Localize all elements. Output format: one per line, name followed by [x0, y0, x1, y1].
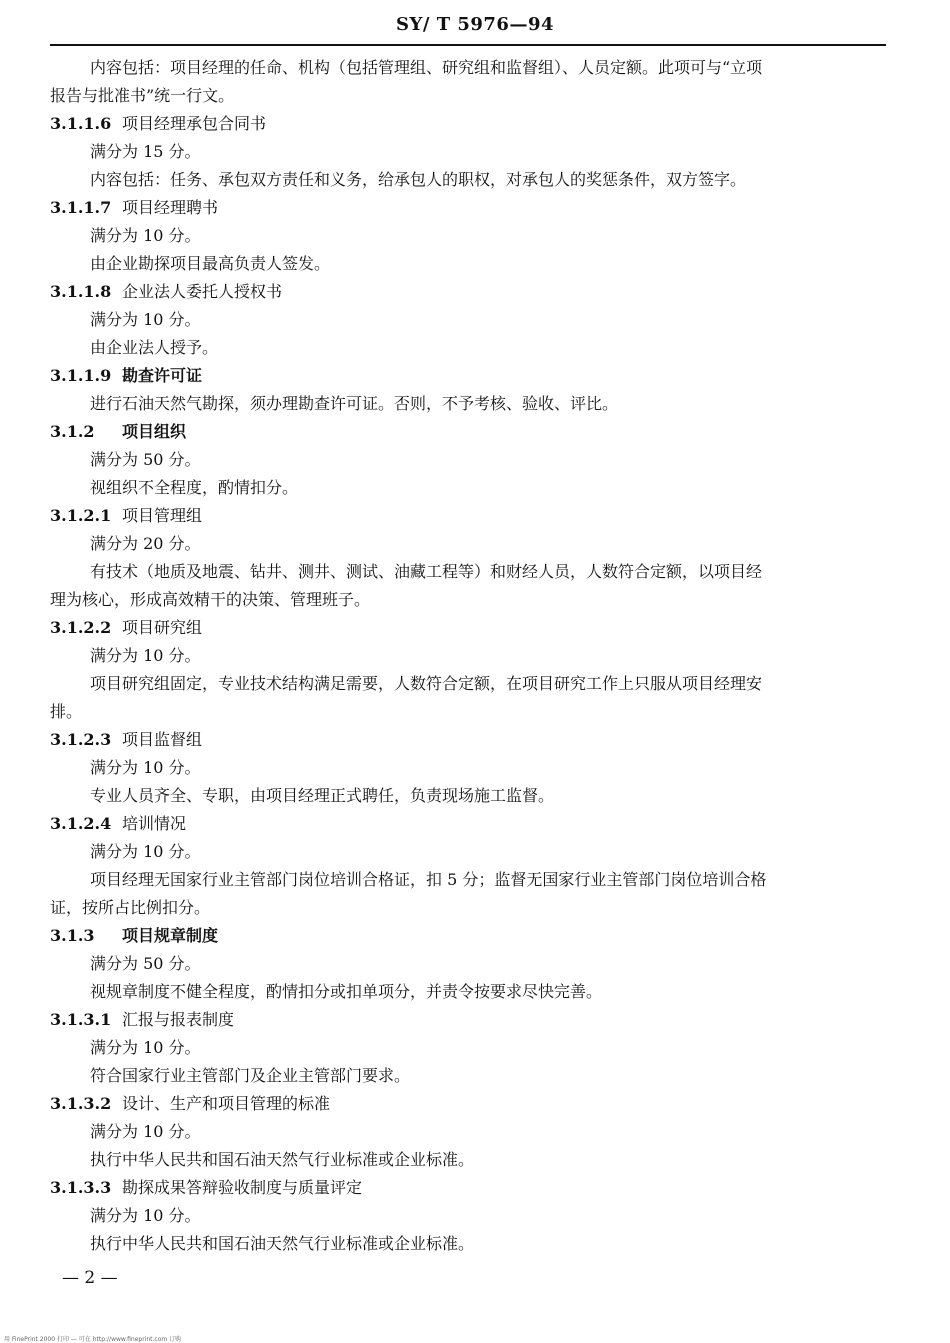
section-title: 项目规章制度	[122, 926, 219, 945]
paragraph-continuation: 证，按所占比例扣分。	[50, 898, 211, 917]
section-title: 项目监督组	[122, 730, 203, 749]
paragraph-line: 满分为 10 分。	[90, 758, 201, 777]
paragraph-line: 满分为 15 分。	[90, 142, 201, 161]
section-number: 3.1.2.1	[50, 506, 112, 525]
paragraph-line: 满分为 10 分。	[90, 842, 201, 861]
paragraph-line: 执行中华人民共和国石油天然气行业标准或企业标准。	[90, 1234, 475, 1253]
section-number: 3.1.1.8	[50, 282, 112, 301]
paragraph-line: 进行石油天然气勘探，须办理勘查许可证。否则，不予考核、验收、评比。	[90, 394, 619, 413]
paragraph-line: 视组织不全程度，酌情扣分。	[90, 478, 299, 497]
section-heading	[50, 1174, 886, 1202]
section-heading	[50, 1090, 886, 1118]
section-number: 3.1.1.9	[50, 366, 112, 385]
section-heading	[50, 810, 886, 838]
paragraph-continuation: 排。	[50, 702, 83, 721]
header-rule	[50, 44, 886, 46]
section-title: 培训情况	[122, 814, 187, 833]
section-number: 3.1.2.2	[50, 618, 112, 637]
paragraph-line: 满分为 10 分。	[90, 310, 201, 329]
section-heading	[50, 278, 886, 306]
section-number: 3.1.3.2	[50, 1094, 112, 1113]
section-heading	[50, 1006, 886, 1034]
section-number: 3.1.2.3	[50, 730, 112, 749]
section-title: 项目经理聘书	[122, 198, 219, 217]
paragraph-line: 执行中华人民共和国石油天然气行业标准或企业标准。	[90, 1150, 475, 1169]
section-heading	[50, 110, 886, 138]
paragraph-line: 满分为 20 分。	[90, 534, 201, 553]
section-heading	[50, 614, 886, 642]
paragraph-line: 满分为 10 分。	[90, 226, 201, 245]
section-heading	[50, 418, 886, 446]
section-title: 企业法人委托人授权书	[122, 282, 283, 301]
paragraph-line: 由企业法人授予。	[90, 338, 219, 357]
section-number: 3.1.2	[50, 422, 95, 441]
paragraph-line: 满分为 50 分。	[90, 954, 201, 973]
paragraph-line: 满分为 50 分。	[90, 450, 201, 469]
paragraph-line: 项目研究组固定，专业技术结构满足需要，人数符合定额，在项目研究工作上只服从项目经理安	[90, 674, 763, 693]
section-number: 3.1.1.6	[50, 114, 112, 133]
section-title: 勘探成果答辩验收制度与质量评定	[122, 1178, 363, 1197]
section-title: 项目管理组	[122, 506, 203, 525]
paragraph-continuation: 理为核心，形成高效精干的决策、管理班子。	[50, 590, 371, 609]
paragraph-line: 视规章制度不健全程度，酌情扣分或扣单项分，并责令按要求尽快完善。	[90, 982, 603, 1001]
paragraph-line: 有技术（地质及地震、钻井、测井、测试、油藏工程等）和财经人员，人数符合定额，以项目经	[90, 562, 763, 581]
section-number: 3.1.3	[50, 926, 95, 945]
section-number: 3.1.2.4	[50, 814, 112, 833]
section-title: 勘查许可证	[122, 366, 203, 385]
section-heading	[50, 922, 886, 950]
paragraph-line: 内容包括：项目经理的任命、机构（包括管理组、研究组和监督组）、人员定额。此项可与“立项	[90, 58, 763, 77]
paragraph-line: 满分为 10 分。	[90, 1038, 201, 1057]
paragraph-line: 符合国家行业主管部门及企业主管部门要求。	[90, 1066, 411, 1085]
printer-watermark: 用 FinePrint 2000 打印 — 可在 http://www.fineprint.com 订购	[4, 1336, 182, 1343]
document-body	[50, 54, 886, 1258]
paragraph-line: 满分为 10 分。	[90, 1206, 201, 1225]
section-title: 项目组织	[122, 422, 187, 441]
section-heading	[50, 726, 886, 754]
section-title: 汇报与报表制度	[122, 1010, 235, 1029]
section-number: 3.1.3.1	[50, 1010, 112, 1029]
paragraph-line: 项目经理无国家行业主管部门岗位培训合格证，扣 5 分；监督无国家行业主管部门岗位培训合格	[90, 870, 767, 889]
paragraph-line: 由企业勘探项目最高负责人签发。	[90, 254, 331, 273]
section-heading	[50, 194, 886, 222]
paragraph-line: 内容包括：任务、承包双方责任和义务，给承包人的职权，对承包人的奖惩条件，双方签字。	[90, 170, 747, 189]
paragraph-line: 满分为 10 分。	[90, 1122, 201, 1141]
document-code-header: SY/ T 5976—94	[396, 14, 554, 35]
section-heading	[50, 362, 886, 390]
section-number: 3.1.3.3	[50, 1178, 112, 1197]
section-number: 3.1.1.7	[50, 198, 112, 217]
page-number: — 2 —	[62, 1268, 118, 1288]
paragraph-continuation: 报告与批准书”统一行文。	[50, 86, 235, 105]
paragraph-line: 专业人员齐全、专职，由项目经理正式聘任，负责现场施工监督。	[90, 786, 555, 805]
section-heading	[50, 502, 886, 530]
section-title: 项目研究组	[122, 618, 203, 637]
paragraph-line: 满分为 10 分。	[90, 646, 201, 665]
section-title: 设计、生产和项目管理的标准	[122, 1094, 331, 1113]
section-title: 项目经理承包合同书	[122, 114, 267, 133]
